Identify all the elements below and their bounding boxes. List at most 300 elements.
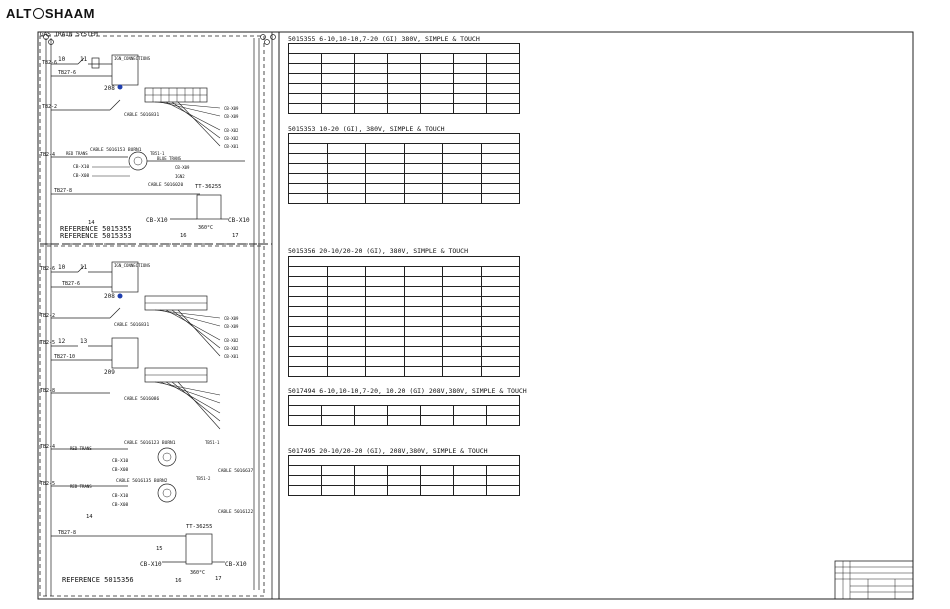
label-x02-b: CB-X02 <box>224 136 239 141</box>
wiring-table-1 <box>288 43 520 114</box>
table-cell <box>289 357 328 367</box>
label-tb51-c: TB51-2 <box>196 476 211 481</box>
table-cell <box>454 486 487 496</box>
label-cable1-b: CABLE 5016831 <box>114 323 150 328</box>
table-title-2: 5015353 10-20 (GI), 380V, SIMPLE & TOUCH <box>288 125 445 133</box>
table-cell <box>481 367 520 377</box>
table-cell <box>454 74 487 84</box>
table-cell <box>289 287 328 297</box>
label-x09-a: CB-X09 <box>224 106 239 111</box>
label-n15: 15 <box>156 546 163 552</box>
table-cell <box>454 466 487 476</box>
table-cell <box>404 184 443 194</box>
table-cell <box>327 174 366 184</box>
table-row <box>289 134 520 144</box>
table-title-3: 5015356 20-10/20-20 (GI), 380V, SIMPLE & TOUCH <box>288 247 469 255</box>
table-cell <box>404 347 443 357</box>
table-cell <box>327 184 366 194</box>
table-cell <box>454 64 487 74</box>
table-cell <box>421 486 454 496</box>
label-red-trans-c: RED TRANS <box>70 484 92 489</box>
label-tt1: TT-36255 <box>195 184 222 190</box>
table-cell <box>487 64 520 74</box>
label-cbx4: CB-X10 <box>225 561 247 568</box>
table-cell <box>355 84 388 94</box>
table-row <box>289 164 520 174</box>
table-cell <box>404 297 443 307</box>
table-cell <box>443 337 482 347</box>
table-cell <box>289 74 322 84</box>
table-cell <box>355 74 388 84</box>
table-cell <box>289 184 328 194</box>
label-ign2: IGN2 <box>175 174 185 179</box>
table-row <box>289 367 520 377</box>
table-row <box>289 347 520 357</box>
table-cell <box>366 184 405 194</box>
indicator-icon-b <box>118 294 123 299</box>
table-cell <box>443 164 482 174</box>
table-cell <box>404 277 443 287</box>
table-title-1: 5015355 6-10,10-10,7-20 (GI) 380V, SIMPLE & TOUCH <box>288 35 480 43</box>
table-cell <box>366 174 405 184</box>
label-n14-b: 14 <box>86 514 93 520</box>
ref-5015353: REFERENCE 5015353 <box>60 232 132 240</box>
table-cell <box>355 94 388 104</box>
table-cell <box>322 64 355 74</box>
label-blue-trans: BLUE TRANS <box>157 156 182 161</box>
table-cell <box>366 337 405 347</box>
table-cell <box>289 456 520 466</box>
table-cell <box>388 416 421 426</box>
table-row <box>289 94 520 104</box>
table-cell <box>327 267 366 277</box>
table-cell <box>355 64 388 74</box>
table-cell <box>388 54 421 64</box>
label-tb2-2-b: TB2-2 <box>40 313 56 319</box>
table-cell <box>355 466 388 476</box>
label-cable6: CABLE 5016135 BURN2 <box>116 479 168 484</box>
table-cell <box>481 347 520 357</box>
table-row <box>289 257 520 267</box>
transformer-1 <box>129 152 147 170</box>
table-cell <box>289 144 328 154</box>
table-cell <box>327 194 366 204</box>
label-x09-c: CB-X09 <box>175 165 190 170</box>
label-cable8: CABLE 5016122 <box>218 510 254 515</box>
table-row <box>289 74 520 84</box>
indicator-icon <box>118 85 123 90</box>
table-cell <box>487 94 520 104</box>
table-row <box>289 64 520 74</box>
label-cbx3: CB-X10 <box>140 561 162 568</box>
label-n208: 208 <box>104 85 115 92</box>
section-title: GAS TRAIN SYSTEM <box>40 31 98 38</box>
table-cell <box>366 144 405 154</box>
table-cell <box>289 257 520 267</box>
label-tt2: TT-36255 <box>186 524 213 530</box>
label-cbx1-small: CB-X10 <box>73 165 90 170</box>
table-cell <box>322 476 355 486</box>
table-cell <box>366 194 405 204</box>
label-ign: IGN_CONNECTIONS <box>114 56 151 61</box>
table-cell <box>366 267 405 277</box>
label-tb2-4: TB2-4 <box>40 152 56 158</box>
table-cell <box>366 164 405 174</box>
table-cell <box>289 194 328 204</box>
label-x01-a: CB-X01 <box>224 144 239 149</box>
table-cell <box>322 74 355 84</box>
table-cell <box>327 307 366 317</box>
table-cell <box>404 194 443 204</box>
table-cell <box>404 164 443 174</box>
table-cell <box>388 74 421 84</box>
table-row <box>289 466 520 476</box>
label-tb2-6: TB2-6 <box>42 60 58 66</box>
label-deg1: 360°C <box>198 225 214 231</box>
table-cell <box>404 287 443 297</box>
table-cell <box>487 406 520 416</box>
table-cell <box>355 416 388 426</box>
table-cell <box>421 84 454 94</box>
table-row <box>289 194 520 204</box>
table-cell <box>487 84 520 94</box>
table-cell <box>487 74 520 84</box>
table-cell <box>443 277 482 287</box>
table-cell <box>289 466 322 476</box>
table-cell <box>366 297 405 307</box>
table-row <box>289 287 520 297</box>
ref-5015355: REFERENCE 5015355 <box>60 225 132 233</box>
table-cell <box>388 486 421 496</box>
table-cell <box>404 327 443 337</box>
label-x08: CB-X08 <box>73 174 90 179</box>
table-cell <box>481 277 520 287</box>
table-cell <box>421 64 454 74</box>
label-cbx4-small: CB-X10 <box>112 494 129 499</box>
label-tb2-8: TB2-8 <box>40 388 56 394</box>
table-cell <box>481 154 520 164</box>
table-cell <box>355 476 388 486</box>
table-cell <box>289 347 328 357</box>
section-box-bottom <box>40 246 264 596</box>
label-n16: 16 <box>180 233 187 239</box>
table-cell <box>454 406 487 416</box>
table-cell <box>322 84 355 94</box>
brand-logo-right: SHAAM <box>44 6 95 21</box>
table-cell <box>289 367 328 377</box>
transformer-3 <box>158 484 176 502</box>
table-cell <box>454 54 487 64</box>
table-cell <box>481 337 520 347</box>
label-cable4: CABLE 5016086 <box>124 397 160 402</box>
ref-5015356: REFERENCE 5015356 <box>62 576 134 584</box>
table-row <box>289 54 520 64</box>
table-cell <box>366 357 405 367</box>
label-n208-b: 208 <box>104 293 115 300</box>
label-n209: 209 <box>104 369 115 376</box>
table-cell <box>289 84 322 94</box>
label-tb2-4-b: TB2-4 <box>40 444 56 450</box>
table-cell <box>443 317 482 327</box>
table-cell <box>404 267 443 277</box>
table-cell <box>443 184 482 194</box>
table-cell <box>289 154 328 164</box>
table-cell <box>404 357 443 367</box>
table-cell <box>443 287 482 297</box>
table-cell <box>355 406 388 416</box>
table-cell <box>421 104 454 114</box>
table-cell <box>443 357 482 367</box>
table-cell <box>289 64 322 74</box>
table-cell <box>289 317 328 327</box>
table-cell <box>322 94 355 104</box>
table-cell <box>404 307 443 317</box>
table-row <box>289 174 520 184</box>
table-cell <box>443 297 482 307</box>
label-n12: 12 <box>58 338 66 345</box>
table-cell <box>421 94 454 104</box>
table-cell <box>404 154 443 164</box>
table-cell <box>322 466 355 476</box>
table-cell <box>327 297 366 307</box>
table-cell <box>388 64 421 74</box>
table-row <box>289 307 520 317</box>
table-cell <box>322 486 355 496</box>
table-row <box>289 317 520 327</box>
thermostat-box-2 <box>186 534 212 564</box>
table-row <box>289 154 520 164</box>
table-cell <box>322 416 355 426</box>
table-cell <box>443 267 482 277</box>
table-cell <box>421 466 454 476</box>
table-cell <box>454 94 487 104</box>
table-cell <box>289 164 328 174</box>
wiring-table-3 <box>288 256 520 377</box>
table-cell <box>443 347 482 357</box>
table-cell <box>289 416 322 426</box>
table-cell <box>481 297 520 307</box>
table-cell <box>366 287 405 297</box>
table-cell <box>481 144 520 154</box>
table-row <box>289 406 520 416</box>
table-cell <box>487 416 520 426</box>
label-red-trans: RED TRANS <box>66 151 88 156</box>
table-cell <box>327 327 366 337</box>
label-x08-c: CB-X08 <box>112 503 129 508</box>
table-cell <box>327 357 366 367</box>
table-cell <box>327 164 366 174</box>
table-cell <box>481 287 520 297</box>
table-cell <box>289 307 328 317</box>
table-cell <box>289 396 520 406</box>
table-cell <box>289 476 322 486</box>
table-cell <box>481 194 520 204</box>
label-cable2: CABLE 5016153 BURN1 <box>90 148 142 153</box>
label-tb27-6-b: TB27-6 <box>62 281 81 287</box>
table-cell <box>487 466 520 476</box>
label-red-trans-b: RED TRANS <box>70 446 92 451</box>
table-cell <box>327 367 366 377</box>
brand-logo-left: ALT <box>6 6 32 21</box>
table-cell <box>481 327 520 337</box>
table-cell <box>481 164 520 174</box>
igniter-box-3 <box>112 338 138 368</box>
label-n17: 17 <box>232 233 239 239</box>
table-cell <box>388 104 421 114</box>
table-row <box>289 327 520 337</box>
table-cell <box>289 486 322 496</box>
table-cell <box>289 297 328 307</box>
label-x09-e: CB-X09 <box>224 324 239 329</box>
label-n10-b: 10 <box>58 264 66 271</box>
table-row <box>289 476 520 486</box>
table-cell <box>322 104 355 114</box>
table-cell <box>366 367 405 377</box>
label-n10: 10 <box>58 56 66 63</box>
label-tb27-8-b: TB27-8 <box>58 530 77 536</box>
label-cbx2: CB-X10 <box>228 217 250 224</box>
label-x08-b: CB-X08 <box>112 468 129 473</box>
label-x09-b: CB-X09 <box>224 114 239 119</box>
table-cell <box>355 104 388 114</box>
table-cell <box>421 476 454 486</box>
table-row <box>289 297 520 307</box>
table-title-5: 5017495 20-10/20-20 (GI), 208V,380V, SIMPLE & TOUCH <box>288 447 488 455</box>
label-x01-b: CB-X01 <box>224 354 239 359</box>
wiring-table-2 <box>288 133 520 204</box>
table-cell <box>443 144 482 154</box>
table-cell <box>289 104 322 114</box>
label-tb51-b: TB51-1 <box>205 440 220 445</box>
label-cbx3-small: CB-X10 <box>112 459 129 464</box>
table-cell <box>289 337 328 347</box>
table-row <box>289 104 520 114</box>
table-cell <box>481 184 520 194</box>
table-cell <box>454 104 487 114</box>
table-cell <box>289 94 322 104</box>
table-cell <box>289 406 322 416</box>
label-x09-d: CB-X09 <box>224 316 239 321</box>
table-row <box>289 456 520 466</box>
table-row <box>289 416 520 426</box>
table-cell <box>366 277 405 287</box>
table-cell <box>454 476 487 486</box>
table-row <box>289 44 520 54</box>
label-x02-a: CB-X02 <box>224 128 239 133</box>
label-tb2-5b: TB2-5 <box>40 340 56 346</box>
table-cell <box>327 144 366 154</box>
label-tb2-5: TB2-5 <box>40 481 56 487</box>
table-cell <box>481 317 520 327</box>
table-cell <box>388 406 421 416</box>
table-cell <box>327 277 366 287</box>
label-cable7: CABLE 5016637 <box>218 469 254 474</box>
table-cell <box>404 174 443 184</box>
table-cell <box>454 416 487 426</box>
label-n13: 13 <box>80 338 88 345</box>
table-row <box>289 277 520 287</box>
table-row <box>289 184 520 194</box>
table-cell <box>289 134 520 144</box>
table-cell <box>289 44 520 54</box>
label-n16-b: 16 <box>175 578 182 584</box>
table-cell <box>481 174 520 184</box>
table-cell <box>404 337 443 347</box>
table-cell <box>289 174 328 184</box>
table-row <box>289 357 520 367</box>
label-x02-d: CB-X02 <box>224 346 239 351</box>
table-cell <box>454 84 487 94</box>
table-cell <box>388 476 421 486</box>
label-tb51: TB51-1 <box>150 151 165 156</box>
table-cell <box>289 327 328 337</box>
table-cell <box>404 144 443 154</box>
label-cable1: CABLE 5016831 <box>124 113 160 118</box>
table-cell <box>355 486 388 496</box>
label-tb2-6-b: TB2-6 <box>40 266 56 272</box>
table-row <box>289 486 520 496</box>
label-n17-b: 17 <box>215 576 222 582</box>
label-deg2: 360°C <box>190 570 206 576</box>
table-cell <box>366 307 405 317</box>
table-cell <box>366 327 405 337</box>
table-cell <box>443 327 482 337</box>
table-cell <box>421 74 454 84</box>
table-cell <box>421 406 454 416</box>
table-row <box>289 84 520 94</box>
table-cell <box>388 466 421 476</box>
table-cell <box>487 476 520 486</box>
title-block <box>835 561 913 599</box>
table-row <box>289 396 520 406</box>
table-cell <box>388 94 421 104</box>
label-n11: 11 <box>80 56 88 63</box>
table-cell <box>327 154 366 164</box>
label-tb2-2: TB2-2 <box>42 104 58 110</box>
table-cell <box>443 307 482 317</box>
table-cell <box>289 267 328 277</box>
wiring-table-4 <box>288 395 520 426</box>
table-cell <box>327 287 366 297</box>
table-cell <box>443 194 482 204</box>
table-cell <box>421 54 454 64</box>
table-row <box>289 144 520 154</box>
table-cell <box>481 357 520 367</box>
label-cbx1: CB-X10 <box>146 217 168 224</box>
table-cell <box>289 54 322 64</box>
table-cell <box>366 154 405 164</box>
table-cell <box>289 277 328 287</box>
table-cell <box>366 347 405 357</box>
table-cell <box>404 317 443 327</box>
table-title-4: 5017494 6-10,10-10,7-20, 10.20 (GI) 208V,380V, SIMPLE & TOUCH <box>288 387 527 395</box>
table-cell <box>481 307 520 317</box>
label-tb27-10: TB27-10 <box>54 354 76 360</box>
label-cable3: CABLE 5016020 <box>148 183 184 188</box>
table-cell <box>388 84 421 94</box>
table-cell <box>327 317 366 327</box>
wiring-table-5 <box>288 455 520 496</box>
table-cell <box>322 54 355 64</box>
table-cell <box>487 104 520 114</box>
table-cell <box>322 406 355 416</box>
label-cable5: CABLE 5016123 BURN1 <box>124 441 176 446</box>
table-row <box>289 337 520 347</box>
label-n14: 14 <box>88 220 95 226</box>
label-tb27-8: TB27-8 <box>54 188 73 194</box>
table-cell <box>421 416 454 426</box>
label-n11-b: 11 <box>80 264 88 271</box>
